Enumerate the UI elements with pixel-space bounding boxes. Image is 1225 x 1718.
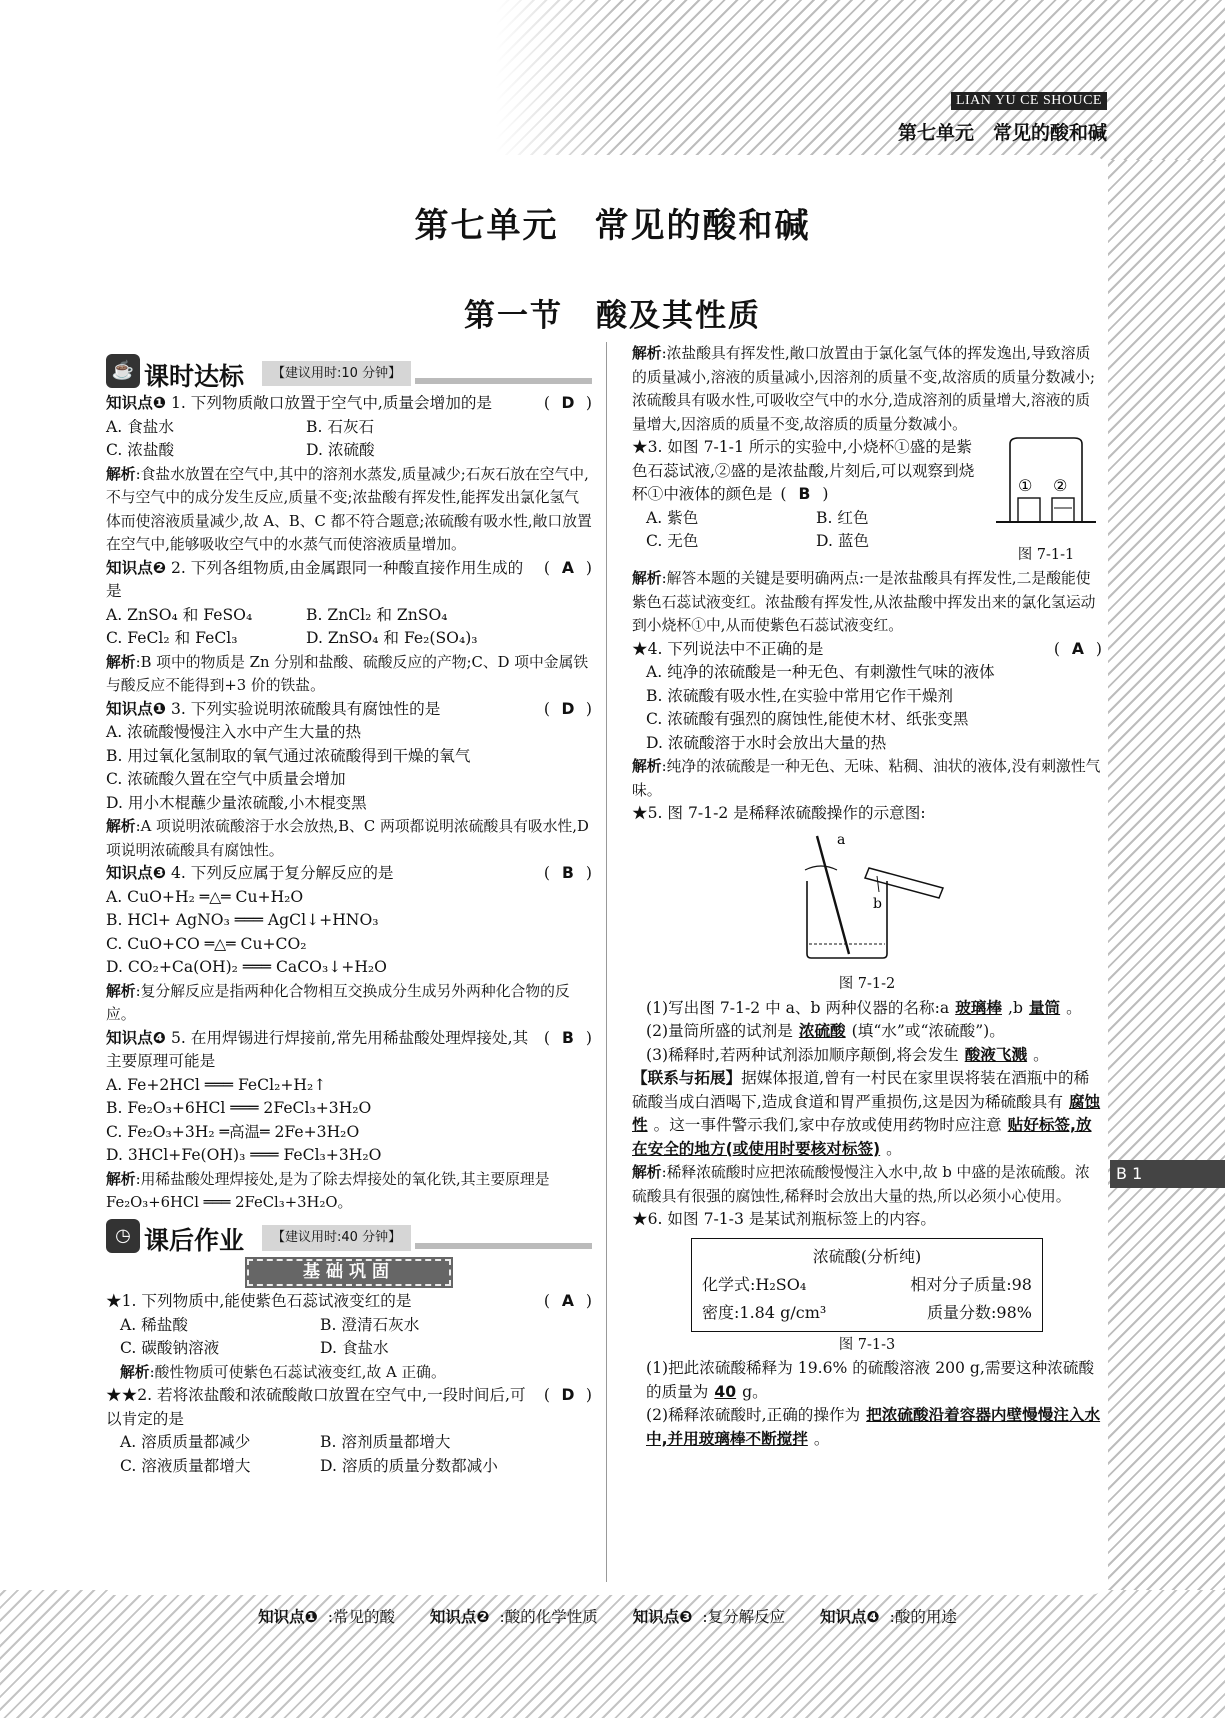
answer: 贴好标签,放在安全的地方(或使用时要核对标签) xyxy=(632,1116,1092,1158)
question-5: 知识点❹ 5. 在用焊锡进行焊接前,常先用稀盐酸处理焊接处,其主要原理可能是 ( B ) A. Fe+2HCl ═══ FeCl₂+H₂↑ B. Fe₂O₃+6HCl ═══ 2FeCl₃+3H₂O C. Fe₂O₃+3H₂ ═高温═ 2Fe+3H₂O D. 3HCl+Fe(OH)₃ ═══ FeCl₃+3H₂O 解析:用稀盐酸处理焊接处,是为了除去焊接处的氧化铁,其主要原理是 Fe₂O₃+6HCl ═══ 2FeCl₃+3H₂O。 xyxy=(106,1028,592,1211)
cup-icon: ☕ xyxy=(106,354,140,388)
basic-consolidation-banner: 基础巩固 xyxy=(247,1259,451,1287)
figure-7-1-1: ① ② 图 7-1-1 xyxy=(990,436,1102,567)
beaker-2-label: ② xyxy=(1053,476,1068,495)
answer: 量筒 xyxy=(1028,998,1061,1017)
reagent-label-figure: 浓硫酸(分析纯) 化学式:H₂SO₄ 相对分子质量:98 密度:1.84 g/cm³ 质量分数:98% xyxy=(691,1238,1043,1332)
knowledge-point-legend: 知识点❶ :常见的酸 知识点❷ :酸的化学性质 知识点❸ :复分解反应 知识点❹ :酸的用途 xyxy=(258,1608,957,1626)
answer: D xyxy=(561,1386,575,1404)
column-divider xyxy=(606,342,607,1582)
homework-3: ① ② 图 7-1-1 ★3. 如图 7-1-1 所示的实验中,小烧杯①盛的是紫色石蕊试液,②盛的是浓盐酸,片刻后,可以观察到烧杯①中液体的颜色是 ( B ) A. 紫色 B. 红色 C. 无色 D. 蓝色 解析:解答本题的关键是要明确两点:一是浓盐酸具有挥发性,二是酸能使紫色石蕊试液变红。浓盐酸有挥发性,从浓盐酸中挥发出来的氯化氢运动到小烧杯①中,从而使紫色石蕊试液变红。 xyxy=(632,436,1102,638)
question-1: 知识点❶ 1. 下列物质敞口放置于空气中,质量会增加的是 ( D ) A. 食盐水 B. 石灰石 C. 浓盐酸 D. 浓硫酸 解析:食盐水放置在空气中,其中的溶剂水蒸发,质量减少;石灰石放在空气中,不与空气中的成分发生反应,质量不变;浓盐酸有挥发性,能挥发出氯化氢气体而使溶液质量减少,故 A、B、C 都不符合题意;浓硫酸有吸水性,敞口放置在空气中,能够吸收空气中的水蒸气而使溶液质量增加。 xyxy=(106,394,592,553)
label-b: b xyxy=(873,895,882,912)
answer: D xyxy=(561,699,575,718)
homework-2-explanation: 解析:浓盐酸具有挥发性,敞口放置由于氯化氢气体的挥发逸出,导致溶质的质量减小,溶液的质量减小,因溶剂的质量不变,故溶质的质量分数减小;浓硫酸具有吸水性,可吸收空气中的水分,造成溶剂的质量增大,溶液的质量增大,因溶质的质量不变,故溶质的质量分数减小。 xyxy=(632,345,1096,433)
right-column xyxy=(632,342,1102,1451)
answer: 浓硫酸 xyxy=(798,1022,846,1040)
homework-1: ★1. 下列物质中,能使紫色石蕊试液变红的是 ( A ) A. 稀盐酸 B. 澄清石灰水 C. 碳酸钠溶液 D. 食盐水 解析:酸性物质可使紫色石蕊试液变红,故 A 正确。 xyxy=(106,1292,592,1381)
title-rule xyxy=(415,378,592,384)
answer: 把浓硫酸沿着容器内壁慢慢注入水中,并用玻璃棒不断搅拌 xyxy=(646,1406,1101,1448)
homework-6: ★6. 如图 7-1-3 是某试剂瓶标签上的内容。 浓硫酸(分析纯) 化学式:H₂SO₄ 相对分子质量:98 密度:1.84 g/cm³ 质量分数:98% 图 7-1-3 (1)把此浓硫酸稀释为 19.6% 的硫酸溶液 200 g,需要这种浓硫酸的质量为 40 g。 (2)稀释浓硫酸时,正确的操作为 把浓硫酸沿着容器内壁慢慢注入水中,并用玻璃棒不断搅拌 。 xyxy=(632,1210,1101,1448)
answer: D xyxy=(561,394,575,412)
answer: B xyxy=(562,1028,574,1047)
answer: 酸液飞溅 xyxy=(964,1045,1028,1064)
right-margin-hatch xyxy=(1108,160,1225,1600)
suggested-time: 【建议用时:10 分钟】 xyxy=(262,361,411,387)
answer: A xyxy=(1071,639,1084,658)
homework-2: ★★2. 若将浓盐酸和浓硫酸敞口放置在空气中,一段时间后,可以肯定的是 ( D ) A. 溶质质量都减少 B. 溶剂质量都增大 C. 溶液质量都增大 D. 溶质的质量分数都减小 xyxy=(106,1386,592,1475)
page-side-tab: B 1 xyxy=(1110,1160,1225,1188)
section-title: 第一节 酸及其性质 xyxy=(464,298,761,334)
clock-icon: ◷ xyxy=(106,1219,140,1253)
bell-jar-beakers-diagram xyxy=(990,436,1102,536)
block-title-class-goals: ☕ 课时达标 【建议用时:10 分钟】 xyxy=(106,350,592,388)
question-2: 知识点❷ 2. 下列各组物质,由金属跟同一种酸直接作用生成的是 ( A ) A. ZnSO₄ 和 FeSO₄ B. ZnCl₂ 和 ZnSO₄ C. FeCl₂ 和 FeCl₃ D. ZnSO₄ 和 Fe₂(SO₄)₃ 解析:B 项中的物质是 Zn 分别和盐酸、硫酸反应的产物;C、D 项中金属铁与酸反应不能得到+3 价的铁盐。 xyxy=(106,558,592,694)
dilution-diagram xyxy=(777,826,957,966)
answer: 玻璃棒 xyxy=(955,998,1002,1017)
block-title-homework: ◷ 课后作业 【建议用时:40 分钟】 xyxy=(106,1215,592,1253)
header-hatch-fade xyxy=(0,0,620,160)
answer: A xyxy=(561,1292,574,1310)
homework-4: ★4. 下列说法中不正确的是 ( A ) A. 纯净的浓硫酸是一种无色、有刺激性气味的液体 B. 浓硫酸有吸水性,在实验中常用它作干燥剂 C. 浓硫酸有强烈的腐蚀性,能使木材、纸张变黑 D. 浓硫酸溶于水时会放出大量的热 解析:纯净的浓硫酸是一种无色、无味、粘稠、油状的液体,没有刺激性气味。 xyxy=(632,639,1102,799)
question-3: 知识点❶ 3. 下列实验说明浓硫酸具有腐蚀性的是 ( D ) A. 浓硫酸慢慢注入水中产生大量的热 B. 用过氧化氢制取的氧气通过浓硫酸得到干燥的氧气 C. 浓硫酸久置在空气中质量会增加 D. 用小木棍蘸少量浓硫酸,小木棍变黑 解析:A 项说明浓硫酸溶于水会放热,B、C 两项都说明浓硫酸具有吸水性,D 项说明浓硫酸具有腐蚀性。 xyxy=(106,699,592,859)
answer: B xyxy=(562,864,574,882)
answer: 40 xyxy=(714,1382,737,1401)
answer: A xyxy=(561,558,574,577)
left-column xyxy=(106,350,592,1478)
unit-title: 第七单元 常见的酸和碱 xyxy=(414,206,811,246)
series-tag: LIAN YU CE SHOUCE xyxy=(951,92,1107,110)
beaker-1-label: ① xyxy=(1018,476,1033,495)
answer: 腐蚀性 xyxy=(632,1092,1101,1134)
answer: B xyxy=(798,485,811,503)
homework-5: ★5. 图 7-1-2 是稀释浓硫酸操作的示意图: a b 图 7-1-2 (1)写出图 7-1-2 中 a、b 两种仪器的名称:a 玻璃棒 ,b 量筒 。 (2)量筒所盛的试剂是 浓硫酸 (填“水”或“浓硫酸”)。 (3)稀释时,若两种试剂添加顺序颠倒,将会发生 酸液飞溅 。 【联系与拓展】据媒体报道,曾有一村民在家里误将装在酒瓶中的稀硫酸当成白酒喝下,造成食道和胃严重损伤,这是因为稀硫酸具有 腐蚀性 。这一事件警示我们,家中存放或使用药物时应注意 贴好标签,放在安全的地方(或使用时要核对标签) 。 解析:稀释浓硫酸时应把浓硫酸慢慢注入水中,故 b 中盛的是浓硫酸。浓硫酸具有很强的腐蚀性,稀释时会放出大量的热,所以必须小心使用。 xyxy=(632,804,1101,1205)
suggested-time: 【建议用时:40 分钟】 xyxy=(262,1225,411,1251)
label-a: a xyxy=(837,831,846,848)
question-4: 知识点❸ 4. 下列反应属于复分解反应的是 ( B ) A. CuO+H₂ ═△═ Cu+H₂O B. HCl+ AgNO₃ ═══ AgCl↓+HNO₃ C. CuO+CO ═△═ Cu+CO₂ D. CO₂+Ca(OH)₂ ═══ CaCO₃↓+H₂O 解析:复分解反应是指两种化合物相互交换成分生成另外两种化合物的反应。 xyxy=(106,864,592,1023)
figure-7-1-2: a b 图 7-1-2 xyxy=(632,826,1102,997)
running-header: 第七单元 常见的酸和碱 xyxy=(897,122,1107,144)
title-rule xyxy=(415,1243,592,1249)
